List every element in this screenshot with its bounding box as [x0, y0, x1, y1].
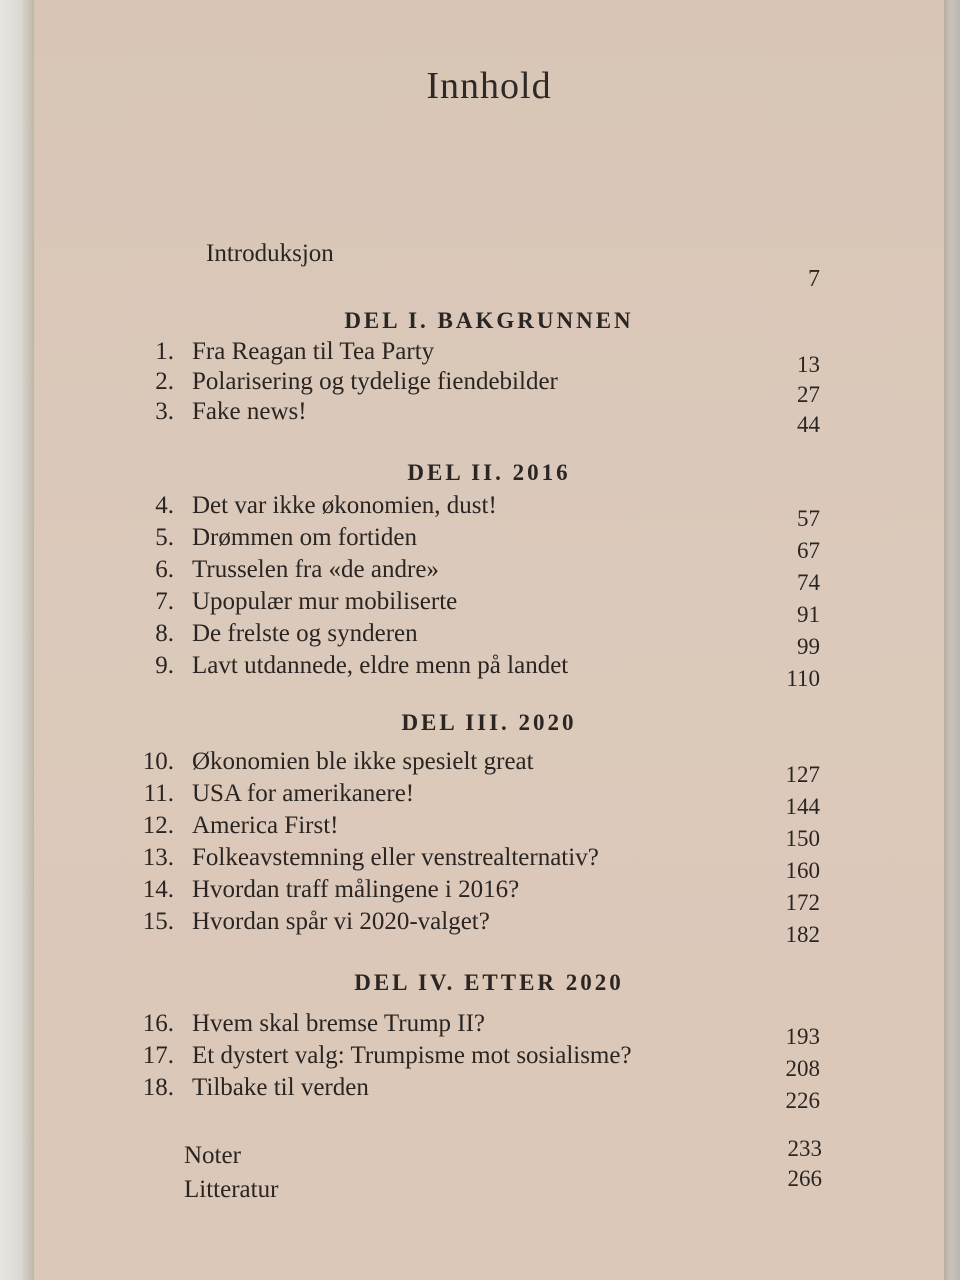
chapter-title: Hvem skal bremse Trump II?: [192, 1010, 486, 1037]
book-cover-edge: [944, 0, 960, 1280]
chapter-number: 15.: [142, 908, 174, 935]
back-matter-literature-page: 266: [787, 1166, 822, 1191]
chapter-number: 18.: [142, 1074, 174, 1101]
chapter-number: 17.: [142, 1042, 174, 1069]
intro-page-number: 7: [808, 266, 820, 292]
chapter-page: 99: [797, 634, 820, 659]
intro-label: Introduksjon: [206, 240, 334, 267]
toc-entry: [34, 652, 944, 691]
chapter-page: 91: [797, 602, 820, 627]
chapter-title: Et dystert valg: Trumpisme mot sosialisme?: [192, 1042, 632, 1069]
back-matter-notes: Noter: [184, 1142, 241, 1169]
chapter-number: 11.: [143, 780, 174, 807]
chapter-title: Tilbake til verden: [192, 1074, 369, 1101]
chapter-number: 2.: [155, 368, 174, 395]
chapter-number: 10.: [142, 748, 174, 775]
part-heading-4: DEL IV. ETTER 2020: [354, 970, 624, 995]
chapter-number: 12.: [142, 812, 174, 839]
chapter-page: 172: [785, 890, 820, 915]
back-matter-literature: Litteratur: [184, 1176, 279, 1203]
chapter-page: 27: [797, 382, 820, 407]
toc-entry: [34, 876, 944, 915]
chapter-number: 3.: [155, 398, 174, 425]
part-heading-2: DEL II. 2016: [407, 460, 571, 485]
chapter-title: America First!: [192, 812, 339, 839]
part-heading-1: DEL I. BAKGRUNNEN: [344, 308, 634, 333]
chapter-page: 160: [785, 858, 820, 883]
toc-entry: [34, 620, 944, 659]
chapter-title: Polarisering og tydelige fiendebilder: [192, 368, 558, 395]
adjacent-page-edge: [0, 0, 34, 1280]
chapter-page: 182: [785, 922, 820, 947]
chapter-page: 193: [785, 1024, 820, 1049]
toc-entry: [34, 780, 944, 819]
toc-entry: [34, 908, 944, 947]
chapter-page: 44: [797, 412, 820, 437]
toc-entry: [34, 844, 944, 883]
toc-entry: [34, 748, 944, 787]
chapter-number: 4.: [155, 492, 174, 519]
chapter-page: 208: [785, 1056, 820, 1081]
chapter-title: Lavt utdannede, eldre menn på landet: [192, 652, 569, 679]
chapter-title: Drømmen om fortiden: [192, 524, 417, 551]
chapter-number: 7.: [155, 588, 174, 615]
chapter-number: 5.: [155, 524, 174, 551]
chapter-title: USA for amerikanere!: [192, 780, 415, 807]
contents-page: [34, 0, 944, 1280]
chapter-number: 8.: [155, 620, 174, 647]
toc-entry: [34, 1042, 944, 1081]
chapter-title: Folkeavstemning eller venstrealternativ?: [192, 844, 599, 871]
chapter-title: De frelste og synderen: [192, 620, 418, 647]
toc-entry: [34, 588, 944, 627]
chapter-number: 1.: [155, 338, 174, 365]
toc-entry: [34, 338, 944, 377]
part-heading-3: DEL III. 2020: [401, 710, 577, 735]
chapter-number: 9.: [155, 652, 174, 679]
chapter-page: 13: [797, 352, 820, 377]
toc-entry: [34, 398, 944, 437]
chapter-title: Hvordan spår vi 2020-valget?: [192, 908, 490, 935]
chapter-number: 16.: [142, 1010, 174, 1037]
chapter-title: Trusselen fra «de andre»: [192, 556, 439, 583]
back-matter-notes-page: 233: [787, 1136, 822, 1161]
chapter-page: 150: [785, 826, 820, 851]
toc-entry: [34, 812, 944, 851]
chapter-title: Det var ikke økonomien, dust!: [192, 492, 497, 519]
chapter-title: Upopulær mur mobiliserte: [192, 588, 458, 615]
chapter-number: 13.: [142, 844, 174, 871]
chapter-page: 226: [785, 1088, 820, 1113]
chapter-page: 110: [786, 666, 820, 691]
chapter-page: 74: [797, 570, 820, 595]
chapter-title: Hvordan traff målingene i 2016?: [192, 876, 520, 903]
chapter-number: 6.: [155, 556, 174, 583]
page-title: Innhold: [426, 65, 552, 107]
chapter-title: Økonomien ble ikke spesielt great: [192, 748, 534, 775]
toc-entry: [34, 1010, 944, 1049]
toc-entry: [34, 492, 944, 531]
chapter-title: Fake news!: [192, 398, 307, 425]
chapter-page: 57: [797, 506, 820, 531]
chapter-title: Fra Reagan til Tea Party: [192, 338, 435, 365]
toc-entry: [34, 556, 944, 595]
chapter-page: 144: [785, 794, 820, 819]
chapter-number: 14.: [142, 876, 174, 903]
chapter-page: 67: [797, 538, 820, 563]
toc-entry: [34, 524, 944, 563]
chapter-page: 127: [785, 762, 820, 787]
toc-entry: [34, 368, 944, 407]
toc-entry: [34, 1074, 944, 1113]
